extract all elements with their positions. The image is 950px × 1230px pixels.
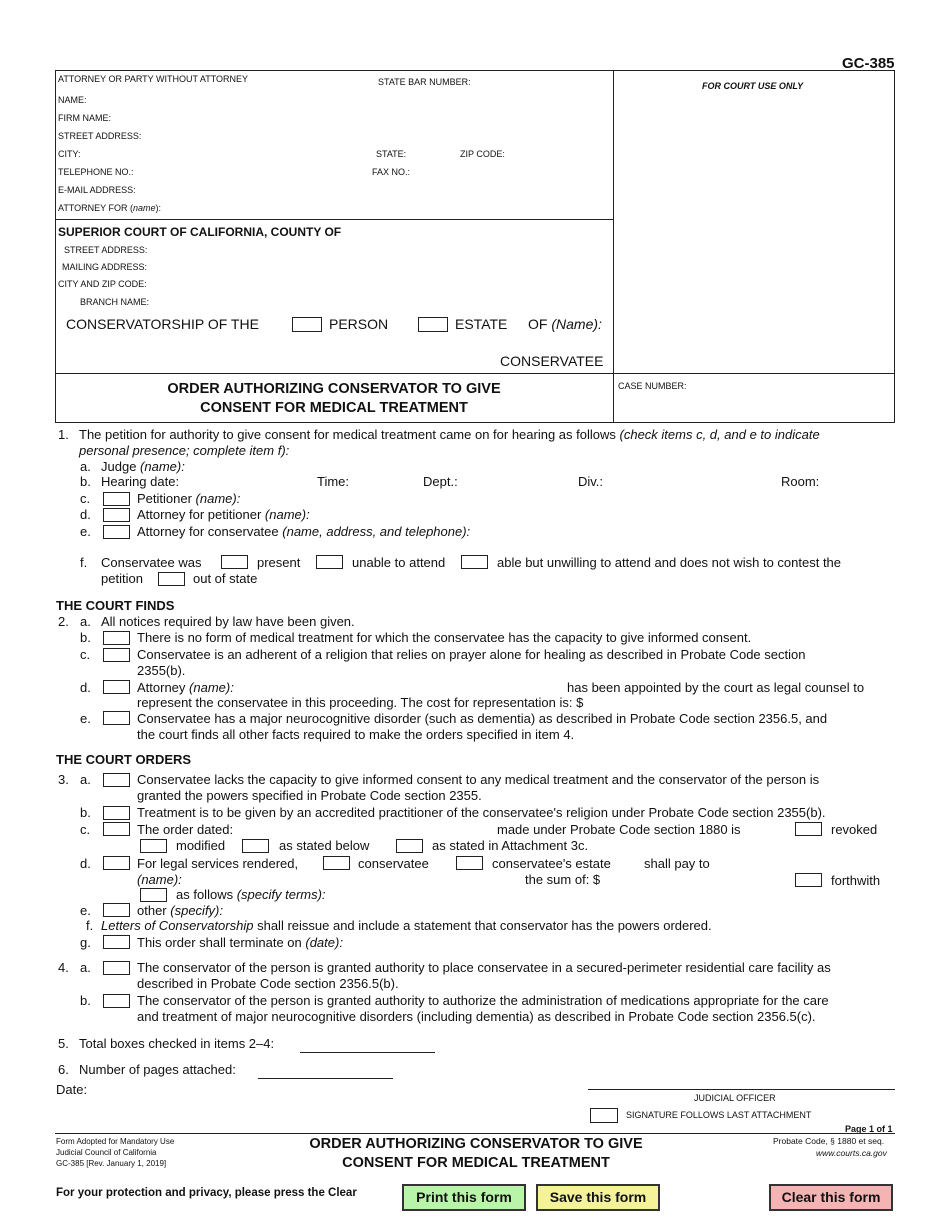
person-label: PERSON: [329, 316, 389, 332]
payee-name-field[interactable]: (name):: [137, 872, 182, 887]
item2b-text: There is no form of medical treatment for which the conservatee has the capacity to give informed consent.: [137, 630, 752, 645]
item1-text: The petition for authority to give consent for medical treatment came on for hearing as follows (check items c, d, and e to indicate: [79, 427, 820, 442]
revoked-label: revoked: [831, 822, 878, 837]
item4b-checkbox[interactable]: [103, 994, 130, 1008]
item2d-text-b: has been appointed by the court as legal counsel to: [567, 680, 865, 695]
print-form-button[interactable]: Print this form: [402, 1184, 526, 1211]
person-checkbox[interactable]: [292, 317, 322, 332]
item1c-label: c.: [80, 491, 91, 506]
item3a-text: Conservatee lacks the capacity to give informed consent to any medical treatment and the conservator of the person is: [137, 772, 820, 787]
form-number: GC-385: [842, 55, 895, 72]
form-title-line1: ORDER AUTHORIZING CONSERVATOR TO GIVE: [167, 381, 501, 397]
item3c-label: c.: [80, 822, 91, 837]
item3f-label: f.: [86, 918, 94, 933]
item4b-text2: and treatment of major neurocognitive disorders (including dementia) as described in Probate Code section 2356.5(c).: [137, 1009, 816, 1024]
item4-num: 4.: [58, 960, 69, 975]
item1b-label: b.: [80, 474, 91, 489]
caption-divider: [613, 70, 614, 423]
unable-label: unable to attend: [352, 555, 446, 570]
zip-field[interactable]: ZIP CODE:: [460, 149, 505, 159]
item2b-label: b.: [80, 630, 91, 645]
modified-label: modified: [176, 838, 226, 853]
unwilling-label: able but unwilling to attend and does not wish to contest the: [497, 555, 842, 570]
revoked-checkbox[interactable]: [795, 822, 822, 836]
shall-pay-label: shall pay to: [644, 856, 710, 871]
adopted-line2: Judicial Council of California: [56, 1148, 157, 1157]
courts-url[interactable]: www.courts.ca.gov: [816, 1148, 887, 1158]
footer-title-line1: ORDER AUTHORIZING CONSERVATOR TO GIVE: [309, 1136, 643, 1152]
hearing-date-field[interactable]: Hearing date:: [101, 474, 180, 489]
item1e-label: e.: [80, 524, 91, 539]
item5-text: Total boxes checked in items 2–4:: [79, 1036, 275, 1051]
div-field[interactable]: Div.:: [578, 474, 604, 489]
item2d-checkbox[interactable]: [103, 680, 130, 694]
estate-label: ESTATE: [455, 316, 508, 332]
item3b-text: Treatment is to be given by an accredited practitioner of the conservatee's religion under Probate Code section 2355(b).: [137, 805, 826, 820]
state-bar-label: STATE BAR NUMBER:: [378, 77, 471, 87]
petitioner-field[interactable]: Petitioner (name):: [137, 491, 241, 506]
item3c-made: made under Probate Code section 1880 is: [497, 822, 741, 837]
attorney-conservatee-field[interactable]: Attorney for conservatee (name, address, and telephone):: [137, 524, 471, 539]
telephone-field[interactable]: TELEPHONE NO.:: [58, 167, 134, 177]
footer-title-line2: CONSENT FOR MEDICAL TREATMENT: [342, 1155, 610, 1171]
out-of-state-checkbox[interactable]: [158, 572, 185, 586]
conservatee-label: CONSERVATEE: [500, 353, 604, 369]
item6-text: Number of pages attached:: [79, 1062, 236, 1077]
date-label[interactable]: Date:: [56, 1082, 88, 1097]
state-field[interactable]: STATE:: [376, 149, 407, 159]
clear-form-button[interactable]: Clear this form: [769, 1184, 893, 1211]
item3-num: 3.: [58, 772, 69, 787]
judge-field[interactable]: Judge (name):: [101, 459, 185, 474]
adopted-line3: GC-385 [Rev. January 1, 2019]: [56, 1159, 167, 1168]
petition-label: petition: [101, 571, 143, 586]
room-field[interactable]: Room:: [781, 474, 820, 489]
page-number: Page 1 of 1: [845, 1124, 893, 1134]
sum-field[interactable]: the sum of: $: [525, 872, 601, 887]
item3b-label: b.: [80, 805, 91, 820]
of-name-label: OF (Name):: [528, 316, 602, 332]
item2e-text: Conservatee has a major neurocognitive disorder (such as dementia) as described in Probate Code section 2356.5, and: [137, 711, 828, 726]
form-title-line2: CONSENT FOR MEDICAL TREATMENT: [200, 400, 468, 416]
item4a-text2: described in Probate Code section 2356.5(b).: [137, 976, 399, 991]
divider: [55, 373, 895, 374]
street-field[interactable]: STREET ADDRESS:: [58, 131, 142, 141]
firm-field[interactable]: FIRM NAME:: [58, 113, 111, 123]
item4b-text: The conservator of the person is granted authority to authorize the administration of medications appropriate for the care: [137, 993, 829, 1008]
item4b-label: b.: [80, 993, 91, 1008]
item3a-text2: granted the powers specified in Probate Code section 2355.: [137, 788, 482, 803]
item1a-label: a.: [80, 459, 91, 474]
item2c-label: c.: [80, 647, 91, 662]
as-follows-checkbox[interactable]: [140, 888, 167, 902]
item3e-label: e.: [80, 903, 91, 918]
as-attach-checkbox[interactable]: [396, 839, 423, 853]
pay-estate-label: conservatee's estate: [492, 856, 611, 871]
item3b-checkbox[interactable]: [103, 806, 130, 820]
item3g-checkbox[interactable]: [103, 935, 130, 949]
attorney-label: ATTORNEY OR PARTY WITHOUT ATTORNEY: [58, 74, 249, 84]
item4a-text: The conservator of the person is granted authority to place conservatee in a secured-perimeter residential care facility as: [137, 960, 831, 975]
dept-field[interactable]: Dept.:: [423, 474, 458, 489]
signature-follows-checkbox[interactable]: [590, 1108, 618, 1123]
as-below-checkbox[interactable]: [242, 839, 269, 853]
case-number-label[interactable]: CASE NUMBER:: [618, 381, 687, 391]
item3d-checkbox[interactable]: [103, 856, 130, 870]
court-city-field[interactable]: CITY AND ZIP CODE:: [58, 279, 147, 289]
pay-estate-checkbox[interactable]: [456, 856, 483, 870]
court-finds-heading: THE COURT FINDS: [56, 598, 175, 613]
item3a-checkbox[interactable]: [103, 773, 130, 787]
attorney-petitioner-checkbox[interactable]: [103, 508, 130, 522]
item5-num: 5.: [58, 1036, 69, 1051]
item2d-label: d.: [80, 680, 91, 695]
item3f-text: Letters of Conservatorship shall reissue and include a statement that conservator has the powers ordered.: [101, 918, 712, 933]
item2e-checkbox[interactable]: [103, 711, 130, 725]
signature-line[interactable]: [588, 1089, 895, 1090]
item3d-label: d.: [80, 856, 91, 871]
total-boxes-input[interactable]: [300, 1052, 435, 1053]
footer-rule: [55, 1133, 895, 1134]
item2c-text: Conservatee is an adherent of a religion that relies on prayer alone for healing as described in Probate Code section: [137, 647, 806, 662]
court-street-field[interactable]: STREET ADDRESS:: [64, 245, 148, 255]
email-field[interactable]: E-MAIL ADDRESS:: [58, 185, 136, 195]
time-field[interactable]: Time:: [317, 474, 350, 489]
item1f-label: f.: [80, 555, 88, 570]
pages-attached-input[interactable]: [258, 1078, 393, 1079]
modified-checkbox[interactable]: [140, 839, 167, 853]
probate-code-ref: Probate Code, § 1880 et seq.: [773, 1136, 885, 1146]
item4a-checkbox[interactable]: [103, 961, 130, 975]
other-field[interactable]: other (specify):: [137, 903, 223, 918]
present-label: present: [257, 555, 301, 570]
unwilling-checkbox[interactable]: [461, 555, 488, 569]
privacy-note: For your protection and privacy, please press the Clear: [56, 1187, 357, 1199]
item2e-text2: the court finds all other facts required to make the orders specified in item 4.: [137, 727, 575, 742]
forthwith-label: forthwith: [831, 873, 881, 888]
present-checkbox[interactable]: [221, 555, 248, 569]
item3d-text: For legal services rendered,: [137, 856, 299, 871]
item2e-label: e.: [80, 711, 91, 726]
item2d-text2[interactable]: represent the conservatee in this proceeding. The cost for representation is: $: [137, 695, 584, 710]
adopted-line1: Form Adopted for Mandatory Use: [56, 1137, 175, 1146]
court-mailing-field[interactable]: MAILING ADDRESS:: [62, 262, 148, 272]
save-form-button[interactable]: Save this form: [536, 1184, 660, 1211]
terminate-date-field[interactable]: This order shall terminate on (date):: [137, 935, 343, 950]
item4a-label: a.: [80, 960, 91, 975]
item3a-label: a.: [80, 772, 91, 787]
petitioner-checkbox[interactable]: [103, 492, 130, 506]
item1-num: 1.: [58, 427, 69, 442]
attorney-petitioner-field[interactable]: Attorney for petitioner (name):: [137, 507, 310, 522]
court-title: SUPERIOR COURT OF CALIFORNIA, COUNTY OF: [58, 225, 342, 239]
item2c-checkbox[interactable]: [103, 648, 130, 662]
item1-text2: personal presence; complete item f):: [79, 443, 290, 458]
judicial-officer-label: JUDICIAL OFFICER: [694, 1093, 776, 1103]
item6-num: 6.: [58, 1062, 69, 1077]
name-field[interactable]: NAME:: [58, 95, 87, 105]
fax-field[interactable]: FAX NO.:: [372, 167, 411, 177]
item3e-checkbox[interactable]: [103, 903, 130, 917]
as-follows-field[interactable]: as follows (specify terms):: [176, 887, 326, 902]
signature-follows-label: SIGNATURE FOLLOWS LAST ATTACHMENT: [626, 1110, 812, 1120]
item2d-attorney-field[interactable]: Attorney (name):: [137, 680, 234, 695]
item2c-text2: 2355(b).: [137, 663, 186, 678]
city-field[interactable]: CITY:: [58, 149, 81, 159]
unable-checkbox[interactable]: [316, 555, 343, 569]
item2a-label: a.: [80, 614, 91, 629]
item3c-checkbox[interactable]: [103, 822, 130, 836]
court-orders-heading: THE COURT ORDERS: [56, 752, 192, 767]
estate-checkbox[interactable]: [418, 317, 448, 332]
branch-field[interactable]: BRANCH NAME:: [80, 297, 150, 307]
divider: [55, 219, 613, 220]
pay-conservatee-checkbox[interactable]: [323, 856, 350, 870]
item2-num: 2.: [58, 614, 69, 629]
order-dated-field[interactable]: The order dated:: [137, 822, 234, 837]
forthwith-checkbox[interactable]: [795, 873, 822, 887]
item2b-checkbox[interactable]: [103, 631, 130, 645]
out-of-state-label: out of state: [193, 571, 258, 586]
conservatorship-label: CONSERVATORSHIP OF THE: [66, 316, 259, 332]
as-below-label: as stated below: [279, 838, 370, 853]
attorney-for-field[interactable]: ATTORNEY FOR (name):: [58, 203, 162, 213]
conservatee-was-label: Conservatee was: [101, 555, 202, 570]
item1d-label: d.: [80, 507, 91, 522]
item2a-text: All notices required by law have been given.: [101, 614, 355, 629]
pay-conservatee-label: conservatee: [358, 856, 429, 871]
as-attach-label: as stated in Attachment 3c.: [432, 838, 589, 853]
item3g-label: g.: [80, 935, 91, 950]
caption-frame: [55, 70, 895, 423]
attorney-conservatee-checkbox[interactable]: [103, 525, 130, 539]
court-use-label: FOR COURT USE ONLY: [702, 81, 804, 91]
